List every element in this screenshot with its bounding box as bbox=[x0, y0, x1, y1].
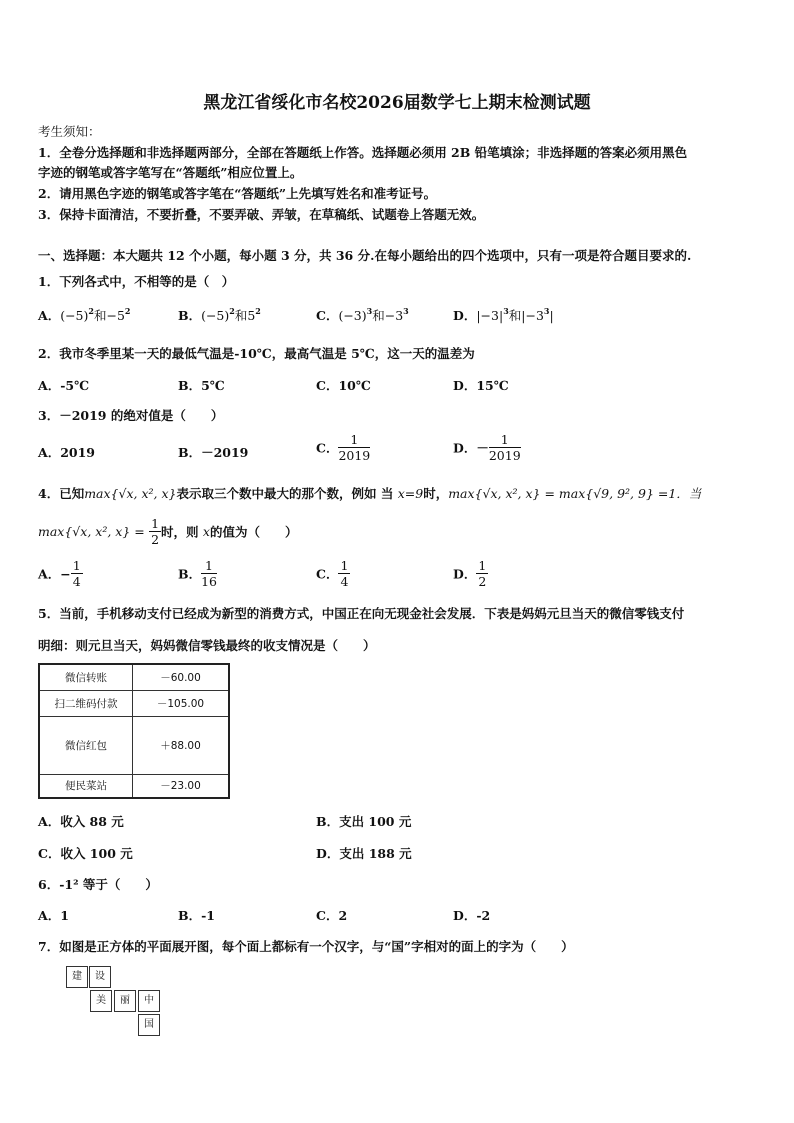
q3-option-d: D．－ $\frac{1}{2019}$ bbox=[453, 432, 521, 463]
q6-option-b: B．-1 bbox=[178, 908, 215, 923]
q6-option-c: C．2 bbox=[316, 908, 348, 923]
table-cell-amount: －105.00 bbox=[133, 690, 230, 716]
q4-option-a: A．− $\frac{1}{4}$ bbox=[38, 558, 81, 589]
q6-option-d: D．-2 bbox=[453, 908, 491, 923]
page-title: 黑龙江省绥化市名校2026届数学七上期末检测试题 bbox=[203, 93, 591, 113]
q4-option-b: B． $\frac{1}{16}$ bbox=[178, 558, 217, 589]
table-row bbox=[39, 664, 229, 690]
q2-option-b: B．5℃ bbox=[178, 378, 225, 393]
q5-option-a: A．收入 88 元 bbox=[38, 814, 124, 829]
question-4-line-2: max{√x, x², x} = $\frac{1}{2}$ 时，则 x的值为（ ） bbox=[38, 516, 298, 547]
notice-heading: 考生须知： bbox=[38, 124, 101, 139]
q2-option-d: D．15℃ bbox=[453, 378, 509, 393]
table-cell-item: 扫二维码付款 bbox=[39, 690, 133, 716]
table-row bbox=[39, 690, 229, 716]
question-3-stem: 3．－2019 的绝对值是（ ） bbox=[38, 408, 224, 423]
notice-item-2: 2．请用黑色字迹的钢笔或答字笔在“答题纸”上先填写姓名和准考证号。 bbox=[38, 186, 437, 201]
q5-option-b: B．支出 100 元 bbox=[316, 814, 412, 829]
table-row bbox=[39, 716, 229, 774]
payment-table bbox=[38, 663, 230, 799]
net-face: 丽 bbox=[114, 990, 136, 1012]
q4-option-c: C． $\frac{1}{4}$ bbox=[316, 558, 349, 589]
q3-option-b: B．－2019 bbox=[178, 445, 249, 460]
q6-option-a: A．1 bbox=[38, 908, 69, 923]
q3-option-a: A．2019 bbox=[38, 445, 95, 460]
table-cell-amount: －23.00 bbox=[133, 774, 230, 798]
net-face: 设 bbox=[89, 966, 111, 988]
net-face: 建 bbox=[66, 966, 88, 988]
table-row bbox=[39, 774, 229, 798]
net-face: 国 bbox=[138, 1014, 160, 1036]
q3-option-c: C． $\frac{1}{2019}$ bbox=[316, 432, 371, 463]
notice-item-1: 1．全卷分选择题和非选择题两部分，全部在答题纸上作答。选择题必须用 2B 铅笔填涂；非选择题的答案必须用黑色 bbox=[38, 145, 688, 160]
question-6-stem: 6．-1² 等于（ ） bbox=[38, 877, 158, 892]
notice-item-1-cont: 字迹的钢笔或答字笔写在“答题纸”相应位置上。 bbox=[38, 165, 303, 180]
table-cell-item: 微信红包 bbox=[39, 716, 133, 774]
q2-option-c: C．10℃ bbox=[316, 378, 371, 393]
q5-option-d: D．支出 188 元 bbox=[316, 846, 412, 861]
question-7-stem: 7．如图是正方体的平面展开图，每个面上都标有一个汉字，与“国”字相对的面上的字为（ ） bbox=[38, 939, 574, 954]
notice-item-3: 3．保持卡面清洁，不要折叠，不要弄破、弄皱，在草稿纸、试题卷上答题无效。 bbox=[38, 207, 485, 222]
question-4-line-1: 4．已知max{√x, x², x}表示取三个数中最大的那个数，例如 当 x=9时，max{√x, x², x} = max{√9, 9², 9} =1．当 bbox=[38, 486, 702, 501]
q1-option-b: B．$(-5)^2$和$5^2$ bbox=[178, 306, 261, 323]
question-1-stem: 1．下列各式中，不相等的是（ ） bbox=[38, 274, 235, 289]
question-5-line-2: 明细：则元旦当天，妈妈微信零钱最终的收支情况是（ ） bbox=[38, 638, 376, 653]
q1-option-d: D．$|-3|^3$和$|-3^3|$ bbox=[453, 306, 554, 323]
q1-option-c: C．$(-3)^3$和$-3^3$ bbox=[316, 306, 409, 323]
net-face: 中 bbox=[138, 990, 160, 1012]
q1-option-a: A．$(-5)^2$和$-5^2$ bbox=[38, 306, 131, 323]
net-face: 美 bbox=[90, 990, 112, 1012]
q4-option-d: D． $\frac{1}{2}$ bbox=[453, 558, 487, 589]
section-heading: 一、选择题：本大题共 12 个小题，每小题 3 分，共 36 分.在每小题给出的四个选项中，只有一项是符合题目要求的. bbox=[38, 248, 692, 263]
question-5-line-1: 5．当前，手机移动支付已经成为新型的消费方式，中国正在向无现金社会发展．下表是妈妈元旦当天的微信零钱支付 bbox=[38, 606, 685, 621]
table-cell-amount: －60.00 bbox=[133, 664, 230, 690]
q2-option-a: A．-5℃ bbox=[38, 378, 90, 393]
q5-option-c: C．收入 100 元 bbox=[38, 846, 133, 861]
question-2-stem: 2．我市冬季里某一天的最低气温是-10℃，最高气温是 5℃，这一天的温差为 bbox=[38, 346, 475, 361]
table-cell-item: 便民菜站 bbox=[39, 774, 133, 798]
table-cell-item: 微信转账 bbox=[39, 664, 133, 690]
table-cell-amount: ＋88.00 bbox=[133, 716, 230, 774]
